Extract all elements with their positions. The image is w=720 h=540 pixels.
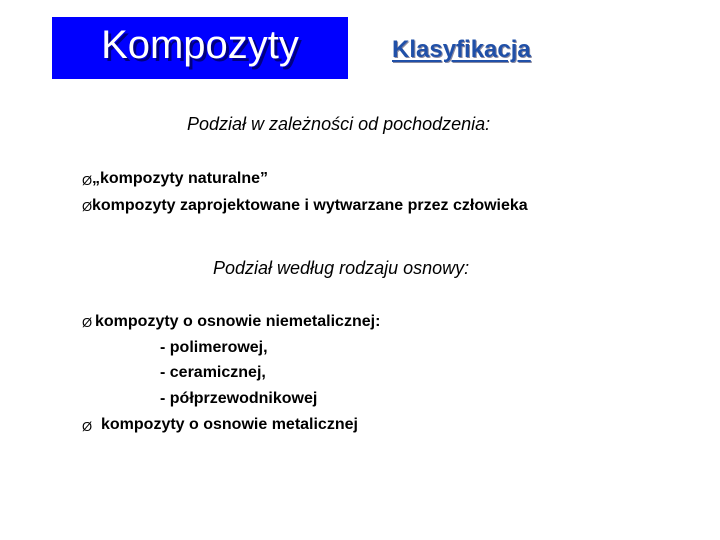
section-heading-matrix: Podział według rodzaju osnowy: xyxy=(213,258,470,278)
sub-list-item: - półprzewodnikowej xyxy=(160,390,318,407)
section-heading-origin: Podział w zależności od pochodzenia: xyxy=(187,114,491,134)
list-item: „kompozyty naturalne” xyxy=(92,170,269,187)
slide-subtitle: Klasyfikacja xyxy=(392,36,531,63)
list-item: kompozyty zaprojektowane i wytwarzane przez człowieka xyxy=(92,197,528,214)
sub-list-item: - ceramicznej, xyxy=(160,364,266,381)
list-item: kompozyty o osnowie metalicznej xyxy=(101,416,358,433)
bullet-arrow-icon: Ø xyxy=(82,419,93,434)
bullet-arrow-icon: Ø xyxy=(82,315,93,330)
list-item: kompozyty o osnowie niemetalicznej: xyxy=(95,313,381,330)
bullet-arrow-icon: Ø xyxy=(82,173,93,188)
sub-list-item: - polimerowej, xyxy=(160,339,268,356)
title-box xyxy=(52,17,348,79)
bullet-arrow-icon: Ø xyxy=(82,199,93,214)
slide-title: Kompozyty xyxy=(101,23,299,67)
